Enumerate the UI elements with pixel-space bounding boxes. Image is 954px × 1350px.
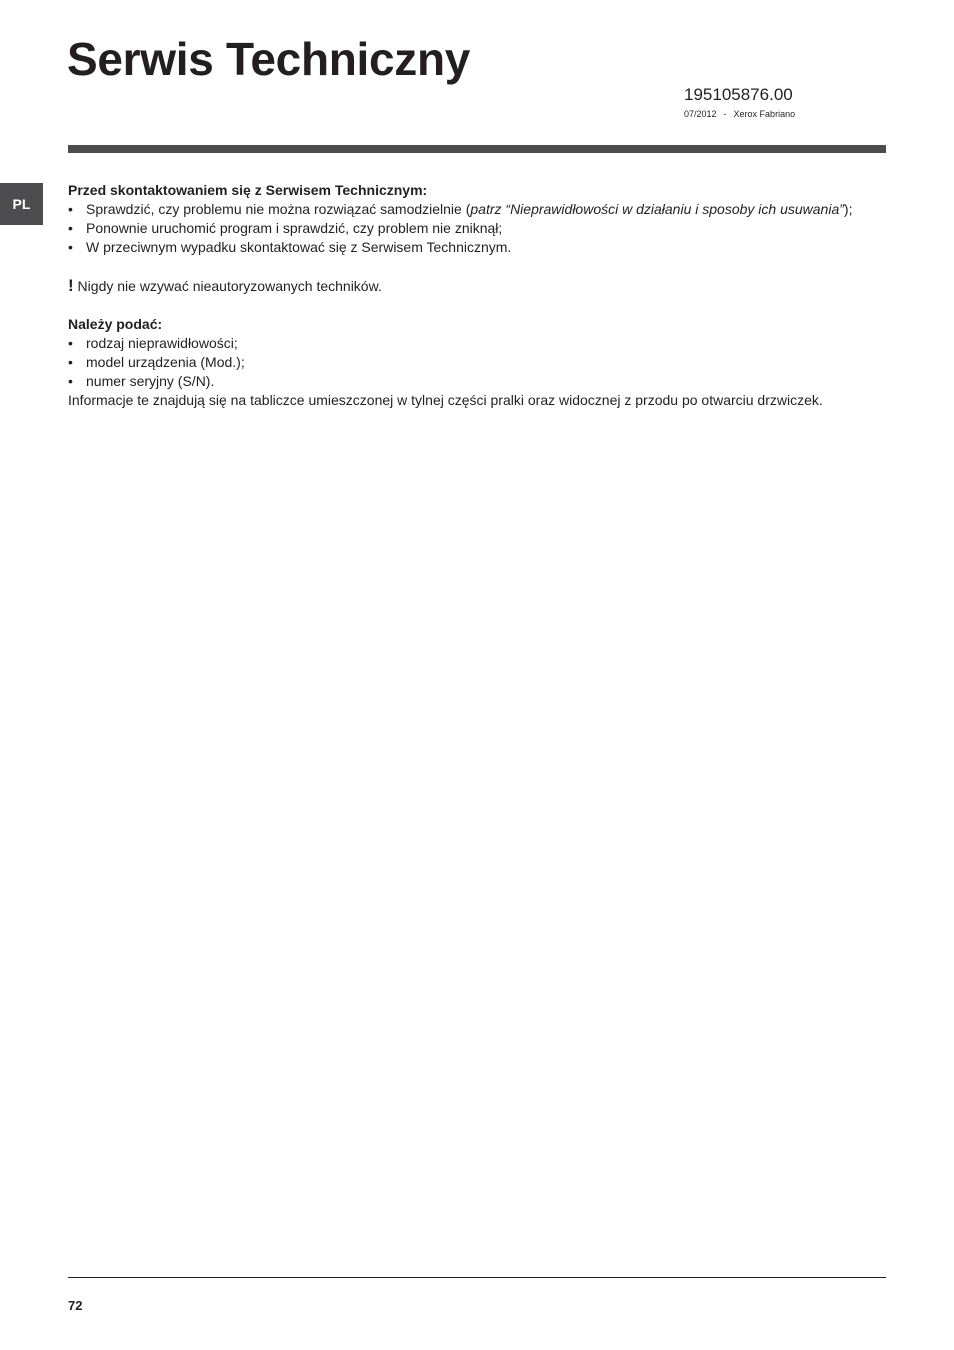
list-item: • model urządzenia (Mod.);	[68, 353, 858, 372]
printer-name: Xerox Fabriano	[733, 109, 796, 119]
spacer	[68, 296, 858, 315]
footer-divider	[68, 1277, 886, 1278]
spacer	[68, 257, 858, 276]
list-item-text: Sprawdzić, czy problemu nie można rozwiązać samodzielnie (	[86, 201, 471, 217]
list-item: • rodzaj nieprawidłowości;	[68, 334, 858, 353]
section-heading-before-contact: Przed skontaktowaniem się z Serwisem Technicznym:	[68, 182, 428, 198]
before-contact-list	[68, 200, 858, 257]
warning-note	[68, 276, 858, 296]
list-item: • numer seryjny (S/N).	[68, 372, 858, 391]
section-heading-provide-info: Należy podać:	[68, 316, 163, 332]
document-meta	[684, 108, 795, 120]
warning-text: Nigdy nie wzywać nieautoryzowanych techników.	[73, 278, 382, 294]
page-title: Serwis Techniczny	[67, 33, 471, 85]
language-tab: PL	[0, 183, 43, 225]
meta-separator: -	[723, 109, 727, 119]
main-content	[68, 181, 858, 410]
provide-info-list	[68, 334, 858, 391]
list-item-reference: patrz “Nieprawidłowości w działaniu i sposoby ich usuwania”	[470, 201, 844, 217]
list-item: • W przeciwnym wypadku skontaktować się z Serwisem Technicznym.	[68, 238, 858, 257]
list-item-text-end: );	[843, 201, 853, 217]
list-item: • Ponownie uruchomić program i sprawdzić, czy problem nie zniknął;	[68, 219, 858, 238]
print-date: 07/2012	[684, 109, 717, 119]
info-location-note: Informacje te znajdują się na tabliczce umieszczonej w tylnej części pralki oraz widocznej z przodu po otwarciu drzwiczek.	[68, 392, 823, 408]
list-item	[68, 200, 858, 219]
document-code: 195105876.00	[684, 85, 793, 104]
header-divider	[68, 145, 886, 153]
warning-icon: !	[68, 276, 74, 295]
page-number: 72	[68, 1298, 83, 1313]
